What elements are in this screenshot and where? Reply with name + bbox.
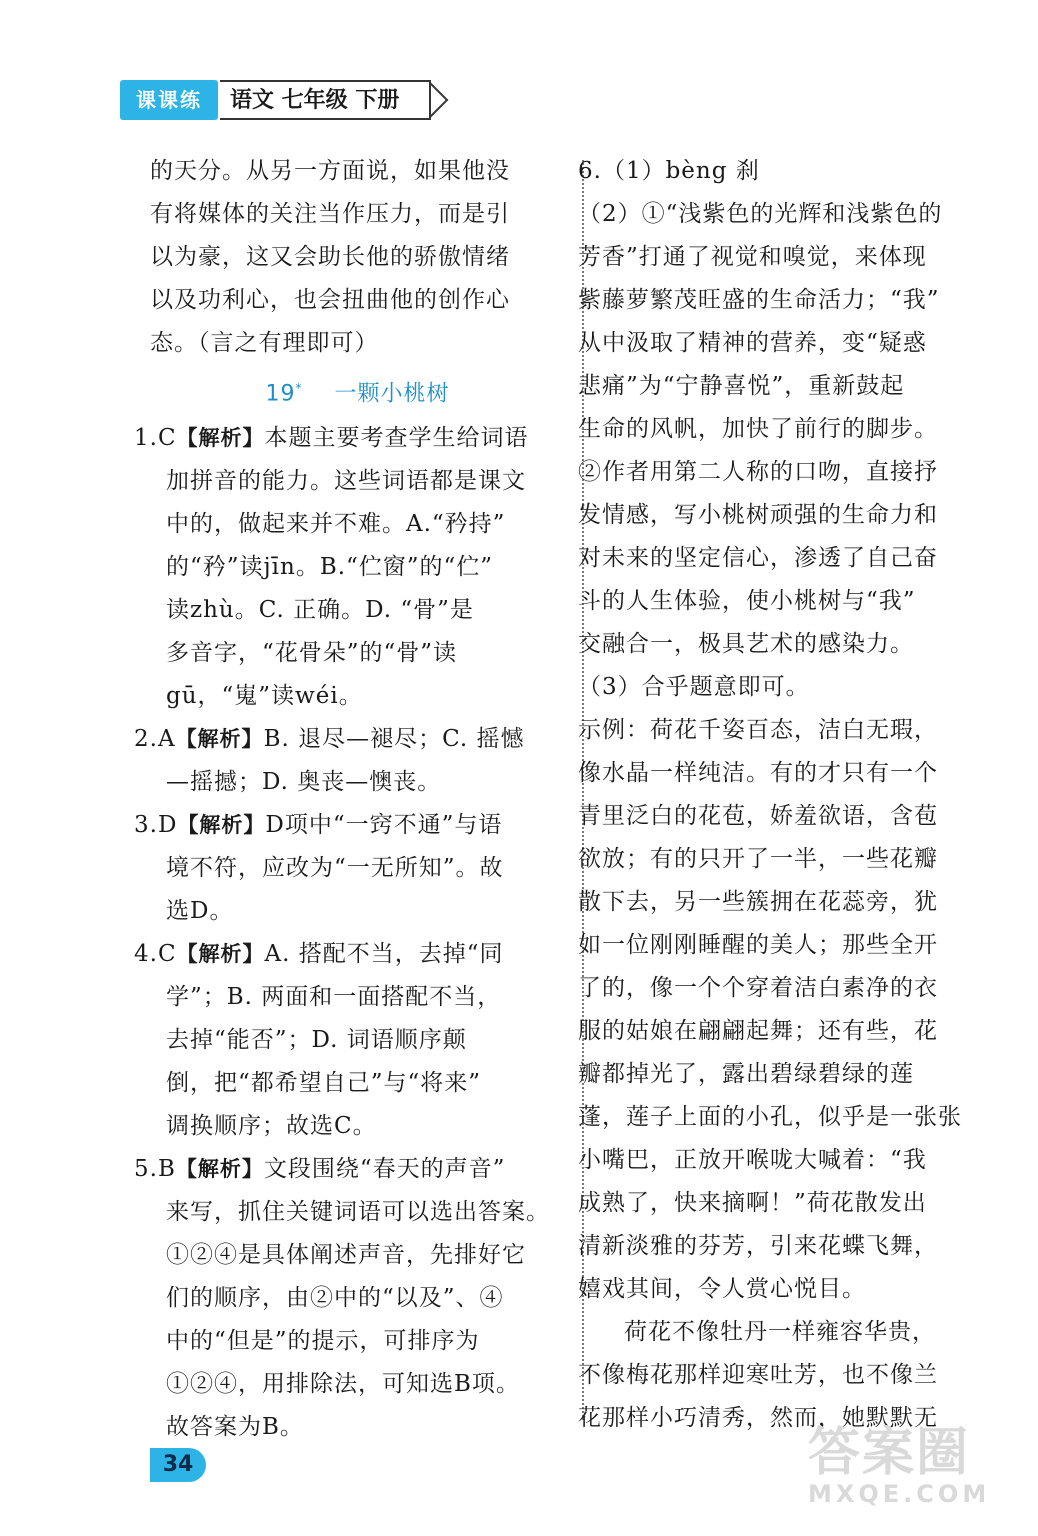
intro-line: 态。（言之有理即可） [150,330,379,356]
question-answer: 1.C [134,425,177,452]
question-answer: 2.A [134,726,176,753]
section-title [150,365,565,417]
question-first-line [134,933,565,976]
question-line: 故答案为B。 [166,1414,304,1441]
question-first-line [134,417,565,460]
text-line: 嬉戏其间，令人赏心悦目。 [578,1276,866,1302]
question-line: gū，“嵬”读wéi。 [166,683,363,710]
text-line: 对未来的坚定信心，渗透了自己奋 [578,545,938,571]
text-line: ②作者用第二人称的口吻，直接抒 [578,459,938,485]
text-line: 小嘴巴，正放开喉咙大喊着：“我 [578,1147,927,1173]
watermark-text: 答案圈 [808,1423,971,1483]
question-first-line [134,718,565,761]
question-line: 去掉“能否”；D. 词语顺序颠 [166,1027,467,1054]
question-line: 学”；B. 两面和一面搭配不当， [166,984,502,1011]
intro-line: 以为豪，这又会助长他的骄傲情绪 [150,244,510,270]
q6-part3-title: （3）合乎题意即可。 [578,674,810,700]
question-answer: 3.D [134,812,178,839]
question-line: 读zhù。C. 正确。D. “骨”是 [166,597,474,624]
analysis-tag: 【解析】 [176,426,265,451]
question-line: 加拼音的能力。这些词语都是课文 [166,468,526,495]
section-star: * [295,381,303,395]
q6-title: 6.（1）bèng 刹 [578,158,760,184]
text-line: 花那样小巧清秀，然而，她默默无 [578,1405,938,1431]
intro-line: 有将媒体的关注当作压力，而是引 [150,201,510,227]
q6-part2 [578,193,1008,666]
text-line: 成熟了，快来摘啊！”荷花散发出 [578,1190,927,1216]
question-line: 调换顺序；故选C。 [166,1113,377,1140]
intro-line: 以及功利心，也会扭曲他的创作心 [150,287,510,313]
section-name: 一颗小桃树 [334,381,450,407]
question-answer: 4.C [134,941,177,968]
text-line: 紫藤萝繁茂旺盛的生命活力；“我” [578,287,940,313]
text-line: 发情感，写小桃树顽强的生命力和 [578,502,938,528]
question-first-line [134,804,565,847]
analysis-tag: 【解析】 [175,727,264,752]
question-line: 的“矜”读jīn。B.“伫窗”的“伫” [166,554,494,581]
text-line: 蓬，莲子上面的小孔，似乎是一张张 [578,1104,962,1130]
text-line: 了的，像一个个穿着洁白素净的衣 [578,975,938,1001]
text-line: 斗的人生体验，使小桃树与“我” [578,588,916,614]
text-line: 散下去，另一些簇拥在花蕊旁，犹 [578,889,938,915]
left-column [134,150,565,1449]
question-item [134,718,565,804]
text-line: 生命的风帆，加快了前行的脚步。 [578,416,938,442]
text-line: 瓣都掉光了，露出碧绿碧绿的莲 [578,1061,914,1087]
question-item [134,933,565,1148]
text-line: 服的姑娘在翩翩起舞；还有些，花 [578,1018,938,1044]
page-number: 34 [150,1448,206,1482]
question-line: 中的，做起来并不难。A.“矜持” [166,511,506,538]
analysis-tag: 【解析】 [176,942,265,967]
analysis-tag: 【解析】 [177,813,266,838]
right-column [578,150,1008,1440]
text-line: 交融合一，极具艺术的感染力。 [578,631,914,657]
question-line: 中的“但是”的提示，可排序为 [166,1328,480,1355]
page-header [120,78,460,122]
question-line: 倒，把“都希望自己”与“将来” [166,1070,482,1097]
question-line: 们的顺序，由②中的“以及”、④ [166,1285,504,1312]
intro-line: 的天分。从另一方面说，如果他没 [150,158,510,184]
text-line: 悲痛”为“宁静喜悦”，重新鼓起 [578,373,905,399]
text-line: 芳香”打通了视觉和嗅觉，来体现 [578,244,927,270]
question-text: D项中“一窍不通”与语 [265,812,503,839]
question-line: 境不符，应改为“一无所知”。故 [166,855,504,882]
question-item [134,804,565,933]
watermark-url: MXQE.COM [808,1480,991,1508]
q6-final-paragraph [578,1311,1008,1440]
question-text: B. 退尽—褪尽；C. 摇憾 [263,726,525,753]
question-text: 本题主要考查学生给词语 [264,425,529,452]
analysis-tag: 【解析】 [175,1157,264,1182]
text-line: 荷花不像牡丹一样雍容华贵， [624,1319,936,1345]
q6-example [578,709,1008,1311]
text-line: 青里泛白的花苞，娇羞欲语，含苞 [578,803,938,829]
text-line: 不像梅花那样迎寒吐芳，也不像兰 [578,1362,938,1388]
question-item [134,417,565,718]
question-line: 来写，抓住关键词语可以选出答案。 [166,1199,550,1226]
brand-logo: 课课练 [120,80,218,120]
question-text: A. 搭配不当，去掉“同 [264,941,504,968]
question-line: 多音字，“花骨朵”的“骨”读 [166,640,458,667]
text-line: 从中汲取了精神的营养，变“疑惑 [578,330,927,356]
question-text: 文段围绕“春天的声音” [263,1156,506,1183]
question-line: ①②④是具体阐述声音，先排好它 [166,1242,526,1269]
question-first-line [134,1148,565,1191]
text-line: 如一位刚刚睡醒的美人；那些全开 [578,932,938,958]
question-line: 选D。 [166,898,234,925]
text-line: 示例：荷花千姿百态，洁白无瑕， [578,717,938,743]
question-item [134,1148,565,1449]
header-title: 语文 七年级 下册 [220,80,431,120]
watermark-logo [808,1423,1008,1516]
question-line: —摇撼；D. 奥丧—懊丧。 [166,769,442,796]
question-answer: 5.B [134,1156,176,1183]
questions-list [134,417,565,1449]
section-number: 19 [265,381,296,407]
question-line: ①②④，用排除法，可知选B项。 [166,1371,520,1398]
text-line: （2）①“浅紫色的光辉和浅紫色的 [578,201,943,227]
text-line: 欲放；有的只开了一半，一些花瓣 [578,846,938,872]
text-line: 像水晶一样纯洁。有的才只有一个 [578,760,938,786]
text-line: 清新淡雅的芬芳，引来花蝶飞舞， [578,1233,938,1259]
